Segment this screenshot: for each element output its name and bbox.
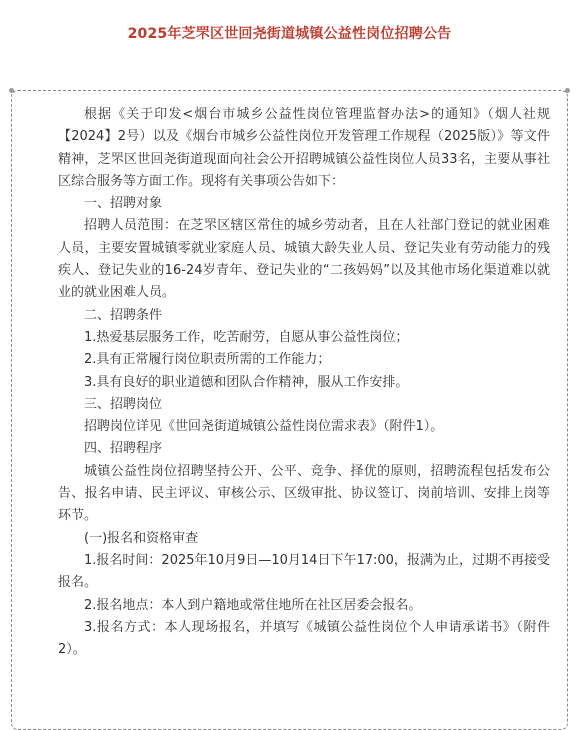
section-heading-conditions: 二、招聘条件 [84, 307, 163, 323]
positions-paragraph: 招聘岗位详见《世回尧街道城镇公益性岗位需求表》（附件1）。 [84, 419, 444, 435]
announcement-body [58, 104, 550, 661]
condition-item: 2.具有正常履行岗位职责所需的工作能力； [84, 352, 331, 368]
registration-time: 1.报名时间：2025年10月9日—10月14日下午17:00，报满为止，过期不再接受报名。 [58, 552, 550, 591]
condition-item: 3.具有良好的职业道德和团队合作精神，服从工作安排。 [84, 374, 409, 390]
subsection-heading-registration: (一)报名和资格审查 [84, 530, 199, 546]
card-corner-dot [565, 88, 570, 93]
section-heading-positions: 三、招聘岗位 [84, 396, 163, 412]
intro-paragraph: 根据《关于印发<烟台市城乡公益性岗位管理监督办法>的通知》（烟人社规【2024】2号）以及《烟台市城乡公益性岗位开发管理工作规程（2025版）》等文件精神，芝罘区世回尧街道现面向社会公开招聘城镇公益性岗位人员33名，主要从事社区综合服务等方面工作。现将有关事项公告如下： [58, 107, 550, 189]
registration-location: 2.报名地点：本人到户籍地或常住地所在社区居委会报名。 [84, 597, 422, 613]
section-heading-procedure: 四、招聘程序 [84, 441, 163, 457]
card-corner-dot [9, 88, 14, 93]
condition-item: 1.热爱基层服务工作，吃苦耐劳，自愿从事公益性岗位； [84, 329, 409, 345]
page-title: 2025年芝罘区世回尧街道城镇公益性岗位招聘公告 [127, 26, 452, 42]
procedure-paragraph: 城镇公益性岗位招聘坚持公开、公平、竞争、择优的原则，招聘流程包括发布公告、报名申请、民主评议、审核公示、区级审批、协议签订、岗前培训、安排上岗等环节。 [58, 463, 550, 524]
recruitment-scope-paragraph: 招聘人员范围：在芝罘区辖区常住的城乡劳动者，且在人社部门登记的就业困难人员，主要安置城镇零就业家庭人员、城镇大龄失业人员、登记失业有劳动能力的残疾人、登记失业的16-24岁青年、登记失业的“二孩妈妈”以及其他市场化渠道难以就业的就业困难人员。 [58, 218, 550, 301]
section-heading-recruitment-target: 一、招聘对象 [84, 196, 163, 212]
registration-method: 3.报名方式：本人现场报名，并填写《城镇公益性岗位个人申请承诺书》（附件2）。 [58, 619, 550, 658]
